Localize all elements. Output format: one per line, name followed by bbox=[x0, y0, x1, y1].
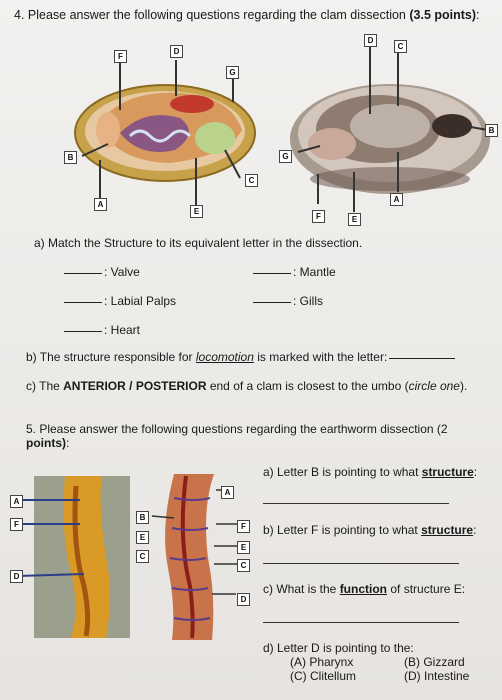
q5b bbox=[263, 523, 476, 537]
clam1-label-a: A bbox=[94, 198, 107, 211]
heart-label: : Heart bbox=[104, 323, 141, 337]
part-c bbox=[26, 379, 467, 393]
q5a bbox=[263, 465, 477, 479]
part-b bbox=[26, 350, 455, 364]
worm-drawing-label-d: D bbox=[237, 593, 250, 606]
part-c-circle: circle one bbox=[408, 379, 460, 393]
clam2-label-f: F bbox=[312, 210, 325, 223]
labial-answer-blank[interactable] bbox=[64, 302, 102, 303]
answer-row-gills bbox=[253, 294, 323, 308]
worm-drawing-label-e2: E bbox=[237, 541, 250, 554]
q5b-pre: b) Letter F is pointing to what bbox=[263, 523, 422, 537]
part-c-end: ). bbox=[459, 379, 468, 393]
clam1-label-c: C bbox=[245, 174, 258, 187]
q5c-end: of structure E: bbox=[387, 582, 466, 596]
clam-photo-edge bbox=[310, 167, 470, 191]
part-c-pre: c) The bbox=[26, 379, 64, 393]
q5b-word: structure bbox=[421, 523, 474, 537]
worm-drawing-label-b: B bbox=[136, 511, 149, 524]
mantle-answer-blank[interactable] bbox=[253, 273, 291, 274]
q5-points: points) bbox=[26, 436, 66, 450]
worm-drawing-label-f: F bbox=[237, 520, 250, 533]
q5c-word: function bbox=[339, 582, 388, 596]
q5d-option-d[interactable]: (D) Intestine bbox=[404, 669, 470, 683]
clam1-label-e: E bbox=[190, 205, 203, 218]
clam2-label-b: B bbox=[485, 124, 498, 137]
q5b-answer-line[interactable] bbox=[263, 563, 459, 564]
worm-drawing-label-c: C bbox=[136, 550, 149, 563]
valve-label: : Valve bbox=[104, 265, 140, 279]
part-b-pre: b) The structure responsible for bbox=[26, 350, 196, 364]
q5a-pre: a) Letter B is pointing to what bbox=[263, 465, 422, 479]
worm-drawing-label-a: A bbox=[221, 486, 234, 499]
q5c bbox=[263, 582, 465, 596]
worm-photo-label-d: D bbox=[10, 570, 23, 583]
q5c-pre: c) What is the bbox=[263, 582, 340, 596]
answer-row-valve bbox=[64, 265, 140, 279]
clam2-label-a: A bbox=[390, 193, 403, 206]
q5d-option-c[interactable]: (C) Clitellum bbox=[290, 669, 356, 683]
answer-row-heart bbox=[64, 323, 140, 337]
q5-colon: : bbox=[66, 436, 70, 450]
part-a-prompt: a) Match the Structure to its equivalent letter in the dissection. bbox=[34, 236, 363, 250]
clam1-label-f: F bbox=[114, 50, 127, 63]
labial-label: : Labial Palps bbox=[104, 294, 177, 308]
clam1-label-b: B bbox=[64, 151, 77, 164]
answer-row-labial bbox=[64, 294, 176, 308]
worm-photo-label-f: F bbox=[10, 518, 23, 531]
mantle-label: : Mantle bbox=[293, 265, 336, 279]
gills-answer-blank[interactable] bbox=[253, 302, 291, 303]
q5d-option-a[interactable]: (A) Pharynx bbox=[290, 655, 354, 669]
q5d-option-b[interactable]: (B) Gizzard bbox=[404, 655, 465, 669]
q4-prefix: 4. Please answer the following questions regarding the clam dissection bbox=[14, 8, 410, 22]
clam1-label-g: G bbox=[226, 66, 239, 79]
question-5-line1: 5. Please answer the following questions regarding the earthworm dissection (2 bbox=[26, 422, 448, 436]
part-b-word: locomotion bbox=[195, 350, 254, 364]
q5a-end: : bbox=[473, 465, 478, 479]
clam2-label-g: G bbox=[279, 150, 292, 163]
clam2-label-d: D bbox=[364, 34, 377, 47]
part-b-answer-blank[interactable] bbox=[389, 358, 455, 359]
q5a-answer-line[interactable] bbox=[263, 503, 449, 504]
clam-photo bbox=[280, 34, 490, 224]
clam-photo-foot bbox=[350, 104, 430, 148]
gills-label: : Gills bbox=[293, 294, 323, 308]
worm-photo-label-a: A bbox=[10, 495, 23, 508]
question-4-heading bbox=[14, 8, 480, 22]
q5d-prompt: d) Letter D is pointing to the: bbox=[263, 641, 414, 655]
answer-row-mantle bbox=[253, 265, 336, 279]
part-b-post: is marked with the letter: bbox=[253, 350, 388, 364]
anterior-option[interactable]: ANTERIOR bbox=[63, 379, 126, 393]
clam2-label-e: E bbox=[348, 213, 361, 226]
part-c-mid: end of a clam is closest to the umbo ( bbox=[206, 379, 409, 393]
earthworm-drawing bbox=[134, 468, 254, 648]
clam-heart-area bbox=[170, 95, 214, 113]
clam-photo-muscle bbox=[308, 128, 356, 160]
valve-answer-blank[interactable] bbox=[64, 273, 102, 274]
q4-points: (3.5 points) bbox=[409, 8, 477, 22]
earthworm-photo bbox=[10, 476, 132, 642]
clam-muscle-2 bbox=[96, 112, 120, 148]
q5b-end: : bbox=[473, 523, 477, 537]
heart-answer-blank[interactable] bbox=[64, 331, 102, 332]
question-5-line2 bbox=[26, 436, 69, 450]
worm-drawing-label-e: E bbox=[136, 531, 149, 544]
worm-drawing-label-c2: C bbox=[237, 559, 250, 572]
posterior-option[interactable]: POSTERIOR bbox=[135, 379, 207, 393]
part-c-sep: / bbox=[125, 379, 136, 393]
clam2-label-c: C bbox=[394, 40, 407, 53]
clam1-label-d: D bbox=[170, 45, 183, 58]
clam-muscle bbox=[195, 122, 235, 154]
q4-suffix: : bbox=[476, 8, 480, 22]
clam-illustration bbox=[60, 38, 272, 220]
q5a-word: structure bbox=[421, 465, 474, 479]
q5c-answer-line[interactable] bbox=[263, 622, 459, 623]
